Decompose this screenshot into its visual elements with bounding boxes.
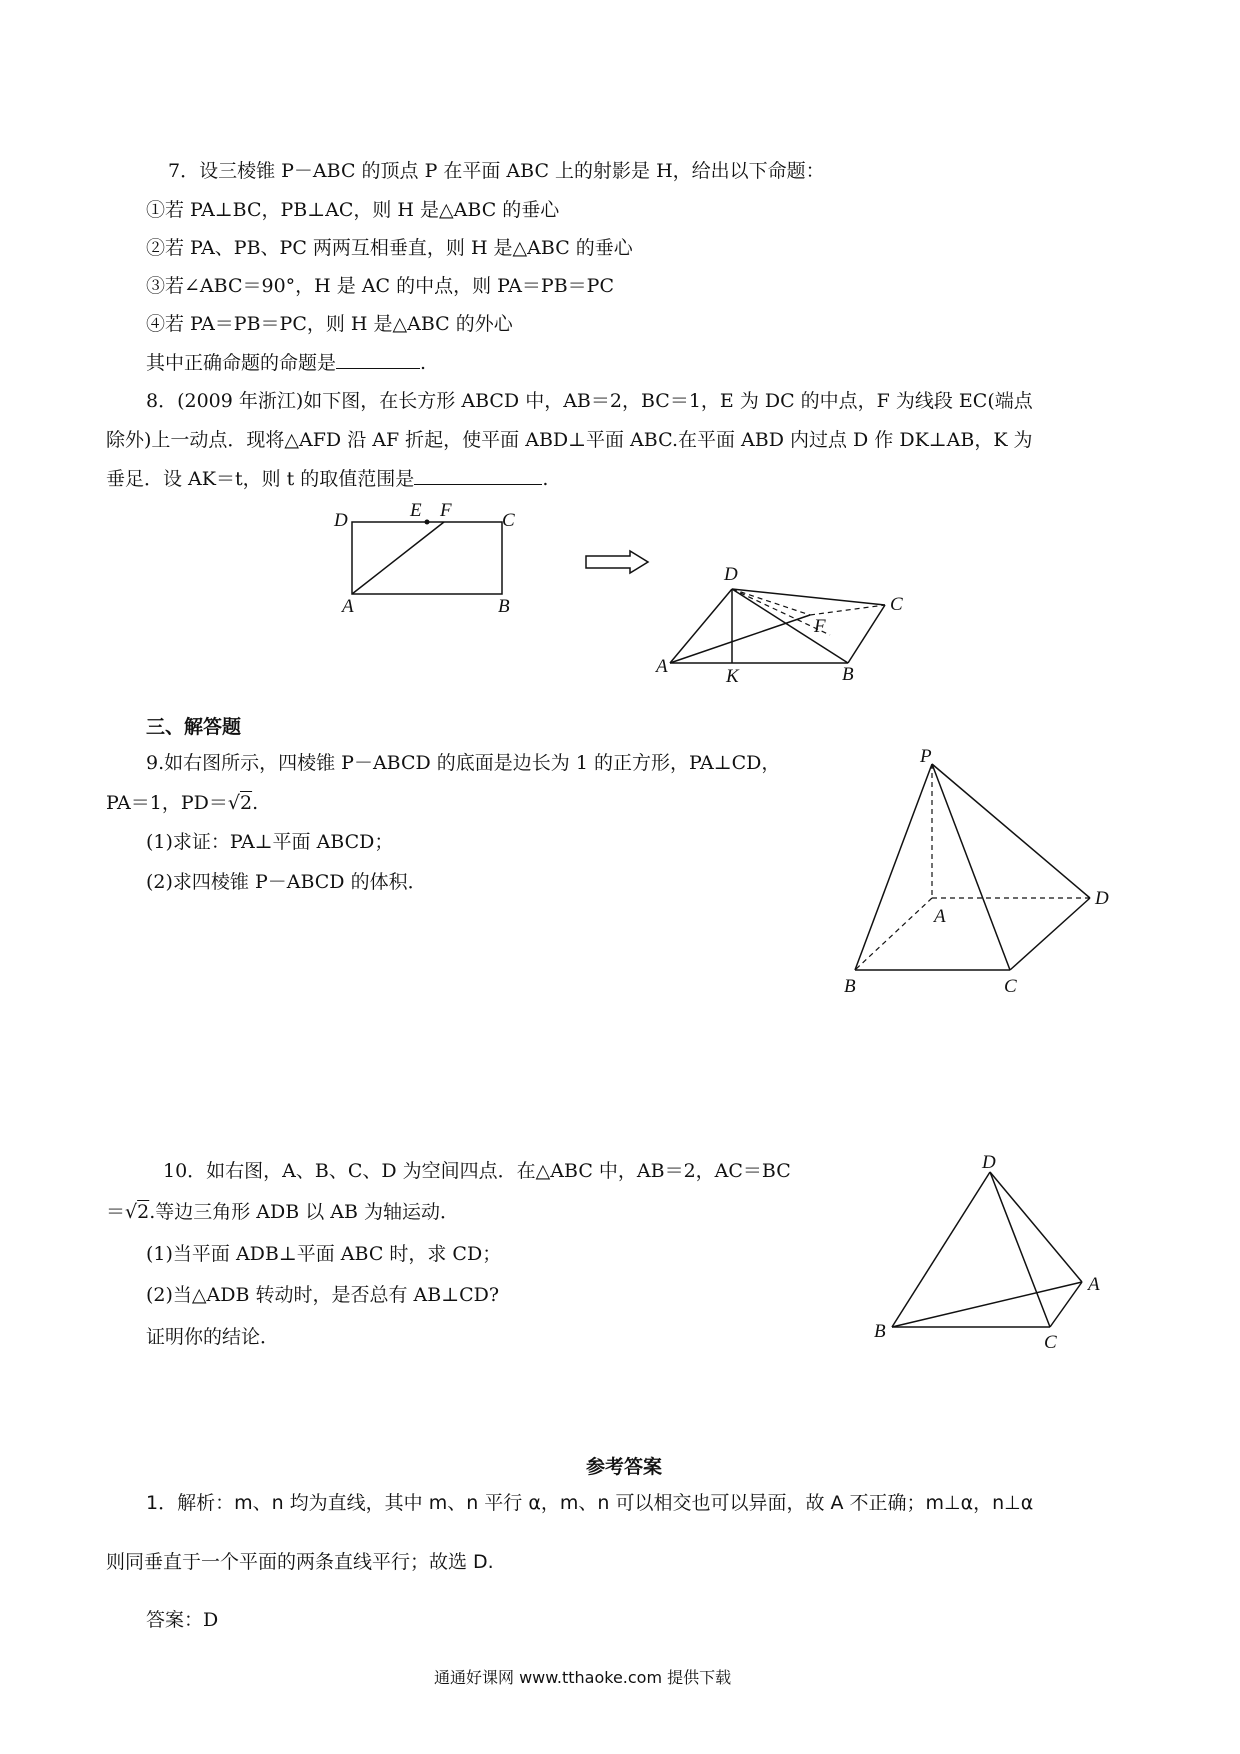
q8-figure-folded — [650, 560, 930, 687]
edge-dc — [990, 1172, 1050, 1327]
q7-answer-blank — [336, 350, 420, 369]
q8-line-1: 8．(2009 年浙江)如下图，在长方形 ABCD 中，AB＝2，BC＝1，E 为 DC 的中点，F 为线段 EC(端点 — [146, 390, 1033, 412]
label-c: C — [1044, 1332, 1057, 1353]
q9-sqrt-value: 2 — [239, 792, 253, 814]
label-c: C — [890, 594, 903, 615]
double-arrow-icon — [586, 550, 650, 574]
page-footer: 通通好课网 www.tthaoke.com 提供下载 — [434, 1668, 732, 1687]
q7-question — [146, 350, 426, 376]
q8-line-2: 除外)上一动点．现将△AFD 沿 AF 折起，使平面 ABD⊥平面 ABC.在平面 ABD 内过点 D 作 DK⊥AB，K 为 — [106, 429, 1033, 451]
edge-ab — [855, 898, 932, 970]
label-b: B — [874, 1321, 886, 1342]
label-b: B — [842, 664, 854, 685]
q8-line-3-text: 垂足．设 AK＝t，则 t 的取值范围是 — [106, 468, 415, 490]
q8-answer-blank — [414, 466, 542, 485]
q9-line-2-text: PA＝1，PD＝ — [106, 792, 228, 814]
q8-line-3-end: . — [542, 468, 549, 490]
edge-ba — [892, 1282, 1082, 1327]
q8-line-3 — [106, 466, 548, 492]
segment-bc — [848, 605, 885, 663]
label-f: F — [440, 500, 452, 521]
label-p: P — [920, 746, 932, 767]
edge-da — [990, 1172, 1082, 1282]
label-d: D — [982, 1152, 996, 1173]
edge-pc — [932, 764, 1010, 970]
q7-option-2: ②若 PA、PB、PC 两两互相垂直，则 H 是△ABC 的垂心 — [146, 237, 633, 259]
q9-line-1: 9.如右图所示，四棱锥 P－ABCD 的底面是边长为 1 的正方形，PA⊥CD， — [146, 752, 781, 774]
sqrt-symbol: √ — [227, 792, 240, 814]
q9-line-2 — [106, 790, 258, 816]
segment-db — [732, 589, 848, 663]
label-f: F — [814, 616, 826, 637]
label-d: D — [724, 564, 738, 585]
answer-1-result: 答案：D — [146, 1609, 219, 1631]
label-b: B — [844, 976, 856, 997]
sqrt-symbol: √ — [125, 1201, 138, 1223]
q7-option-4: ④若 PA＝PB＝PC，则 H 是△ABC 的外心 — [146, 313, 513, 335]
q9-figure-pyramid — [840, 748, 1120, 1008]
q10-part-3: 证明你的结论． — [146, 1326, 280, 1348]
edge-db — [892, 1172, 990, 1327]
edge-cd — [1010, 898, 1090, 970]
label-e: E — [410, 500, 422, 521]
q7-stem: 7．设三棱锥 P－ABC 的顶点 P 在平面 ABC 上的射影是 H，给出以下命题： — [168, 160, 825, 182]
q7-question-text: 其中正确命题的命题是 — [146, 352, 337, 374]
edge-pd — [932, 764, 1090, 898]
answer-1-line-2: 则同垂直于一个平面的两条直线平行；故选 D. — [106, 1551, 494, 1573]
q8-figure-rectangle — [330, 500, 530, 620]
q10-sqrt-value: 2 — [137, 1201, 150, 1223]
q9-part-1: (1)求证：PA⊥平面 ABCD； — [146, 831, 394, 853]
q10-line-2-text: .等边三角形 ADB 以 AB 为轴运动． — [149, 1201, 460, 1223]
q10-line-2-start: ＝ — [106, 1201, 126, 1223]
label-a: A — [1088, 1274, 1100, 1295]
q10-line-1: 10．如右图，A、B、C、D 为空间四点．在△ABC 中，AB＝2，AC＝BC — [163, 1160, 791, 1182]
label-c: C — [502, 510, 515, 531]
label-k: K — [726, 666, 739, 687]
label-d: D — [334, 510, 348, 531]
q10-figure-tetrahedron — [860, 1152, 1110, 1352]
rectangle-abcd — [352, 522, 502, 594]
q9-line-2-end: . — [252, 792, 259, 814]
label-d: D — [1095, 888, 1109, 909]
label-a: A — [656, 656, 668, 677]
point-e — [425, 520, 430, 525]
q10-part-2: (2)当△ADB 转动时，是否总有 AB⊥CD? — [146, 1284, 500, 1306]
q7-option-1: ①若 PA⊥BC，PB⊥AC，则 H 是△ABC 的垂心 — [146, 199, 560, 221]
answer-1-line-1: 1．解析：m、n 均为直线，其中 m、n 平行 α，m、n 可以相交也可以异面，故 A 不正确；m⊥α，n⊥α — [146, 1492, 1034, 1514]
label-b: B — [498, 596, 510, 617]
q9-part-2: (2)求四棱锥 P－ABCD 的体积． — [146, 871, 427, 893]
q7-option-3: ③若∠ABC＝90°，H 是 AC 的中点，则 PA＝PB＝PC — [146, 275, 614, 297]
answers-title: 参考答案 — [586, 1456, 663, 1478]
label-c: C — [1004, 976, 1017, 997]
label-a: A — [934, 906, 946, 927]
q10-line-2 — [106, 1199, 459, 1225]
q10-part-1: (1)当平面 ADB⊥平面 ABC 时，求 CD； — [146, 1243, 502, 1265]
label-a: A — [342, 596, 354, 617]
segment-dc — [732, 589, 885, 605]
segment-fc — [810, 605, 885, 615]
segment-af — [352, 522, 444, 594]
section-heading: 三、解答题 — [146, 716, 242, 738]
edge-pb — [855, 764, 932, 970]
q7-question-end: . — [420, 352, 427, 374]
